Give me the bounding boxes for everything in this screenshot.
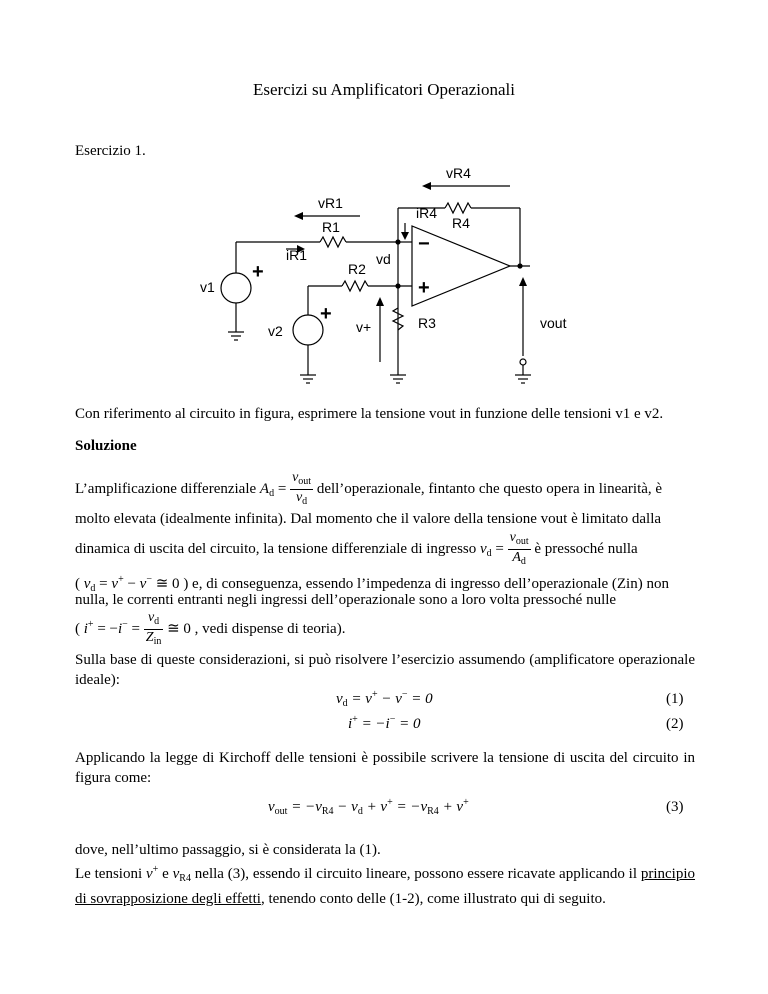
label-vd: vd	[376, 251, 391, 267]
exercise-label: Esercizio 1.	[75, 143, 146, 159]
label-vR4: vR4	[446, 165, 471, 181]
resistor-r2	[342, 281, 368, 291]
equation-1: $v_d = v^+ - v^- = 0$	[336, 689, 433, 709]
label-R1: R1	[322, 219, 340, 235]
paragraph-1-line-2: molto elevata (idealmente infinita). Dal momento che il valore della tensione vout è limitato dalla	[75, 511, 662, 527]
label-iR1: iR1	[286, 247, 308, 263]
equation-2-number: (2)	[666, 716, 684, 732]
equation-1-number: (1)	[666, 691, 684, 707]
page-title: Esercizi su Amplificatori Operazionali	[253, 80, 515, 99]
circuit-diagram	[190, 160, 570, 390]
equation-3: $v_{out} = -v_{R4} - v_d + v^+ = -v_{R4} + v^+$	[268, 797, 469, 817]
label-v2: v2	[268, 323, 283, 339]
resistor-r1	[320, 237, 346, 247]
question-text: Con riferimento al circuito in figura, esprimere la tensione vout in funzione delle tensioni v1 e v2.	[75, 406, 664, 422]
label-v1: v1	[200, 279, 215, 295]
label-R4: R4	[452, 215, 470, 231]
v1-plus: +	[252, 261, 264, 283]
paragraph-1: L’amplificazione differenziale $A_d$ = $\frac{v_{out}}{v_d}$ dell’operazionale, fintanto che questo opera in linearità, è	[75, 470, 663, 507]
paragraph-1-line-5: nulla, le correnti entranti negli ingressi dell’operazionale sono a loro volta pressoché nulle	[75, 592, 617, 608]
equation-2: i+ = −i− = 0	[348, 714, 421, 732]
paragraph-2: Sulla base di queste considerazioni, si può risolvere l’esercizio assumendo (amplificatore operazionale ideale):	[75, 652, 695, 688]
solution-heading: Soluzione	[75, 438, 137, 454]
paragraph-1-line-6: ( i+ = −i− = $\frac{v_d}{Z_{in}}$ ≅ 0 , vedi dispense di teoria).	[75, 610, 346, 647]
v2-plus: +	[320, 303, 332, 325]
label-iR4: iR4	[416, 205, 438, 221]
paragraph-5: Le tensioni v+ e $v_{R4}$ nella (3), essendo il circuito lineare, possono essere ricavate applicando il principio di sovrapposizione degli effetti, tenendo conto delle (1-2), come illustrato qui di seguito.	[75, 864, 696, 907]
source-v1	[221, 273, 251, 303]
label-vR1: vR1	[318, 195, 343, 211]
paragraph-3: Applicando la legge di Kirchoff delle tensioni è possibile scrivere la tensione di uscita del circuito in figura come:	[75, 750, 695, 786]
paragraph-4: dove, nell’ultimo passaggio, si è considerata la (1).	[75, 842, 381, 858]
paragraph-1-line-3: dinamica di uscita del circuito, la tensione differenziale di ingresso $v_d$ = $\frac{v_{out}}{A_d}$ è pressoché nulla	[75, 530, 638, 567]
paragraph-1-line-4: ( $v_d = v^+ - v^-$ ≅ 0 ) e, di conseguenza, essendo l’impedenza di ingresso dell’operazionale (Zin) non	[75, 574, 669, 594]
resistor-r4	[445, 203, 471, 213]
label-vout: vout	[540, 315, 567, 331]
label-minus: −	[418, 233, 430, 255]
label-R3: R3	[418, 315, 436, 331]
superposition-link: principio di sovrapposizione degli effetti	[75, 866, 696, 907]
label-plus: +	[418, 277, 430, 299]
label-vplus: v+	[356, 319, 372, 335]
label-R2: R2	[348, 261, 366, 277]
equation-3-number: (3)	[666, 799, 684, 815]
source-v2	[293, 315, 323, 345]
